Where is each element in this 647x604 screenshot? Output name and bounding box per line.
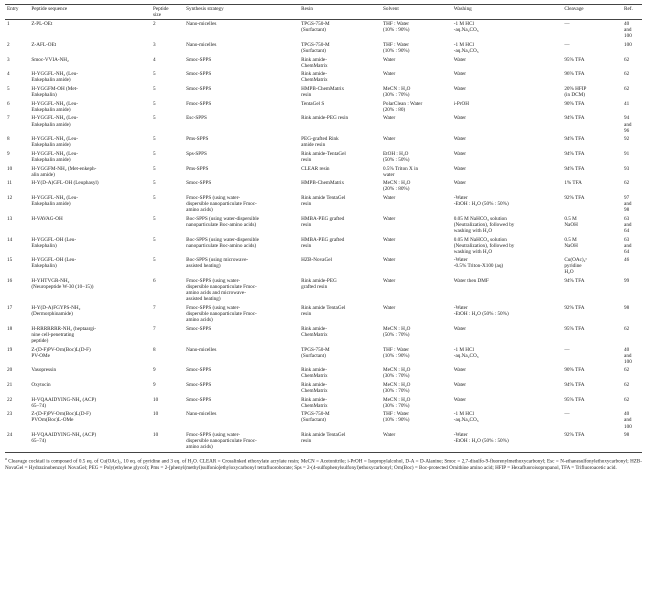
cell-ref: 62	[624, 56, 630, 63]
cell-peptide-size: 6	[152, 278, 156, 285]
cell-entry: 11	[7, 180, 12, 187]
cell-washing: -1 M HCl -aq.Na₂CO₃	[453, 21, 479, 34]
header-synthesis-strategy: Synthesis strategy	[184, 5, 299, 20]
cell-solvent: Water	[381, 431, 452, 452]
cell-entry: 21	[7, 381, 13, 388]
footnote-marker: a	[5, 455, 7, 461]
header-washing: Washing	[452, 5, 563, 20]
cell-entry: 7	[7, 115, 10, 122]
cell-peptide-size: 9	[152, 381, 156, 388]
cell-solvent: Water	[382, 136, 396, 143]
cell-entry: 18	[7, 325, 13, 332]
cell-entry: 14	[7, 236, 13, 243]
cell-peptide-sequence: H-RRRRRRR-NH₂ (heptaargi- nine cell-penetrating peptide)	[31, 325, 97, 344]
cell-resin: PEG-grafted Rink amide resin	[301, 136, 339, 149]
table-row	[5, 366, 642, 381]
cell-ref: 41	[624, 100, 630, 107]
cell-synthesis-strategy: Pms-SPPS	[186, 165, 209, 172]
cell-synthesis-strategy: Smoc-SPPS	[186, 381, 212, 388]
cell-ref: 91	[624, 150, 630, 157]
cell-peptide-size: 5	[152, 136, 156, 143]
cell-entry: 24	[5, 431, 29, 452]
cell-washing: Water	[453, 56, 466, 63]
cell-synthesis-strategy: Smoc-SPPS	[186, 325, 212, 332]
table-row	[5, 56, 642, 71]
cell-solvent: PolarClean : Water (20% : 80)	[382, 100, 423, 113]
cell-entry: 5	[7, 86, 10, 93]
table-row	[5, 410, 642, 431]
cell-peptide-sequence: H-YHTVGR-NH₂ (Neuropeptide W-30 (10–15))	[31, 278, 94, 291]
cell-peptide-size: 5	[152, 71, 156, 78]
cell-ref: 63 and 64	[624, 215, 632, 234]
cell-resin: HMPB-ChemMatrix resin	[301, 86, 345, 99]
cell-peptide-sequence: H-VAVAG-OH	[31, 215, 63, 222]
cell-ref: 94 and 96	[624, 115, 632, 134]
cell-ref: 62	[624, 381, 630, 388]
cell-ref: 100	[624, 41, 632, 48]
cell-synthesis-strategy: Fmoc-SPPS (using water- dispersible nanoparticulate Fmoc- amino acids)	[186, 304, 257, 324]
cell-synthesis-strategy: Fmoc-SPPS (using water- dispersible nanoparticulate Fmoc- amino acids)	[186, 194, 257, 214]
cell-washing: Water	[453, 150, 466, 157]
cell-ref: 40 and 100	[624, 21, 632, 40]
cell-ref: 62	[624, 86, 630, 93]
cell-peptide-size: 5	[152, 150, 156, 157]
cell-washing: -1 M HCl -aq.Na₂CO₃	[453, 411, 479, 424]
cell-solvent: Water	[382, 56, 396, 63]
cell-cleavage: 20% HFIP (in DCM)	[564, 86, 587, 99]
header-solvent: Solvent	[381, 5, 452, 20]
cell-washing: Water	[453, 381, 466, 388]
cell-peptide-sequence: Smoc-VVIA-NH₂	[31, 56, 69, 63]
table-body	[5, 20, 642, 453]
cell-cleavage: Cu(OAc)₂ᵃ pyridine H₂O	[564, 257, 587, 276]
header-peptide-size: Peptide size	[151, 5, 184, 20]
cell-entry: 20	[7, 367, 13, 374]
cell-washing: Water	[453, 115, 466, 122]
cell-peptide-sequence: H-YGGFM-NH₂ (Met-enkeph- alin amide)	[31, 165, 97, 178]
cell-peptide-sequence: Z-(D-F)PV-Orn(Boc)L(D-F) PV-OMe	[31, 346, 91, 359]
cell-peptide-size: 5	[152, 86, 156, 93]
cell-resin: Rink amide-PEG resin	[301, 115, 349, 122]
cell-resin: TPGS-750-M (Surfactant)	[301, 346, 330, 359]
cell-washing: Water	[453, 367, 466, 374]
cell-synthesis-strategy: Smoc-SPPS	[186, 396, 212, 403]
table-row	[5, 325, 642, 346]
cell-peptide-size: 5	[152, 215, 156, 222]
cell-washing: i-PrOH	[453, 100, 470, 107]
cell-ref: 62	[624, 180, 630, 187]
cell-cleavage: 0.5 M NaOH	[564, 236, 578, 249]
cell-resin: TPGS-750-M (Surfactant)	[301, 41, 330, 55]
cell-synthesis-strategy: Pms-SPPS	[186, 136, 209, 143]
header-resin: Resin	[299, 5, 381, 20]
cell-resin: HZB-NovaGel	[301, 257, 332, 264]
cell-ref: 93	[624, 165, 630, 172]
cell-peptide-sequence: H-YGGFL-OH (Leu- Enkephalin)	[31, 236, 77, 249]
cell-peptide-sequence: Oxytocin	[31, 381, 51, 388]
table-row	[5, 431, 642, 452]
cell-cleavage: 92% TFA	[564, 194, 585, 201]
cell-resin: Rink amide- ChemMatrix	[301, 71, 328, 84]
cell-ref: 62	[624, 367, 630, 374]
cell-peptide-size: 10	[152, 396, 159, 403]
table-row	[5, 20, 642, 41]
table-row	[5, 396, 642, 411]
cell-cleavage: 0.5 M NaOH	[564, 215, 578, 228]
cell-peptide-sequence: H-YGGFL-NH₂ (Leu- Enkephalin amide)	[31, 71, 78, 84]
cell-resin: Rink amide- ChemMatrix	[301, 381, 328, 395]
cell-resin: TPGS-750-M (Surfactant)	[301, 21, 330, 34]
table-row	[5, 194, 642, 215]
table-row	[5, 381, 642, 396]
cell-synthesis-strategy: Nano-micelles	[186, 346, 217, 353]
table-row	[5, 135, 642, 150]
cell-cleavage: 94% TFA	[564, 115, 585, 122]
cell-washing: Water	[453, 180, 466, 187]
cell-resin: HMBA-PEG grafted resin	[301, 215, 345, 228]
cell-synthesis-strategy: Boc-SPPS (using microwave- assisted heating)	[186, 257, 249, 270]
cell-peptide-sequence: H-VQAAIDYING-NH₂ (ACP) 65–74)	[29, 431, 151, 452]
cell-ref: 92	[624, 136, 630, 143]
cell-resin: Rink amide-TentaGel resin	[301, 150, 346, 163]
table-row	[5, 85, 642, 100]
cell-ref: 97 and 98	[624, 194, 632, 214]
header-ref: Ref.	[622, 5, 642, 20]
cell-resin: Rink amide- ChemMatrix	[301, 56, 328, 69]
cell-washing: 0.05 M NaHCO₃ solution (Neutralization), followed by washing with H₂O	[453, 215, 515, 234]
cell-cleavage: 95% TFA	[564, 56, 585, 63]
table-row	[5, 114, 642, 135]
cell-ref: 63 and 64	[624, 236, 632, 255]
cell-peptide-size: 5	[152, 194, 156, 201]
cell-solvent: THF : Water (10% : 90%)	[382, 41, 410, 55]
cell-cleavage: —	[564, 41, 570, 48]
table-row	[5, 41, 642, 56]
cell-cleavage: 94% TFA	[564, 165, 585, 172]
table-row	[5, 304, 642, 325]
cell-peptide-sequence: H-YGGFL-NH₂ (Leu- Enkephalin amide)	[31, 115, 78, 128]
cell-resin: Rink amide TentaGel resin	[301, 194, 346, 208]
table-row	[5, 346, 642, 367]
cell-synthesis-strategy: Smoc-SPPS	[186, 86, 212, 93]
cell-resin: Rink amide- ChemMatrix	[301, 396, 328, 409]
cell-peptide-sequence: H-Y(D-A)GFL-OH (Leuphasyl)	[31, 180, 99, 187]
cell-ref: 40 and 100	[624, 411, 632, 430]
footnote-text: Cleavage cocktail is composed of 0.5 eq. of Cu(OAc)₂, 10 eq. of pyridine and 3 eq. of H₂O. CLEAR = Crosslinked ethoxylate acrylate resin; MeCN = Acetonitrile; i-PrOH = Isopropylalcohol, D-A = D-Alanine; Smoc = 2,7-disulfo-9-fluorenylmethoxycarbonyl; Esc = N-ethanesulfonylethoxycarbonyl; HZB-NovaGel = Hydrazinobenzoyl NovaGel; PEG = Poly(ethylene glycol); Pms = 2-[phenyl(methyl)sulfonio]ethyloxycarbonyl tetrafluoroborate; Sps = 2-(4-sulfophenylsulfonyl)ethoxycarbonyl; Orn(Boc) = Boc-protected Ornithine amino acid; HFIP = Hexafluoroisopropanol, TFA = Trifluoroacetic acid.	[5, 458, 642, 471]
cell-washing: Water then DMF	[453, 278, 489, 285]
cell-solvent: Water	[382, 194, 396, 201]
cell-solvent: 0.5% Triton X in water	[382, 165, 419, 178]
cell-cleavage: —	[564, 411, 570, 418]
cell-entry: 17	[7, 304, 13, 311]
cell-peptide-sequence: H-VQAAIDYING-NH₂ (ACP) 65–74)	[31, 396, 97, 409]
cell-resin: Rink amide TentaGel resin	[301, 304, 346, 318]
cell-entry: 10	[7, 165, 13, 172]
cell-peptide-sequence: H-YGGFL-NH₂ (Leu- Enkephalin amide)	[31, 136, 78, 149]
table-row	[5, 150, 642, 165]
cell-washing: Water	[453, 71, 466, 78]
cell-synthesis-strategy: Nano-micelles	[186, 411, 217, 418]
table-row	[5, 179, 642, 194]
cell-ref: 98	[624, 304, 630, 311]
cell-entry: 2	[7, 41, 10, 48]
cell-washing: 0.05 M NaHCO₃ solution (Neutralization), followed by washing with H₂O	[453, 236, 515, 255]
cell-solvent: THF : Water (10% : 90%)	[382, 411, 410, 424]
cell-washing: Water	[453, 136, 466, 143]
cell-peptide-sequence: Z-PL-OEt	[31, 21, 53, 28]
cell-solvent: Water	[382, 278, 396, 285]
table-row	[5, 100, 642, 115]
table-row	[5, 215, 642, 236]
table-row	[5, 70, 642, 85]
cell-cleavage: 95% TFA	[564, 325, 585, 332]
cell-ref: 99	[624, 278, 630, 285]
cell-solvent: THF : Water (10% : 90%)	[382, 346, 410, 359]
cell-entry: 12	[7, 194, 13, 201]
cell-solvent: THF : Water (10% : 90%)	[382, 21, 410, 34]
cell-entry: 8	[7, 136, 10, 143]
cell-peptide-size: 5	[152, 165, 156, 172]
cell-solvent: MeCN : H₂O (30% : 70%)	[382, 396, 411, 409]
cell-cleavage: 90% TFA	[564, 367, 585, 374]
cell-ref: 40 and 100	[624, 346, 632, 365]
cell-entry: 22	[7, 396, 13, 403]
cell-resin: TPGS-750-M (Surfactant)	[301, 411, 330, 424]
peptide-synthesis-table	[5, 4, 642, 453]
cell-peptide-size: 3	[152, 41, 156, 48]
cell-peptide-size: 10	[151, 431, 184, 452]
cell-peptide-size: 5	[152, 180, 156, 187]
cell-cleavage: 90% TFA	[564, 100, 585, 107]
cell-solvent: MeCN : H₂O (30% : 70%)	[382, 367, 411, 380]
cell-cleavage: 94% TFA	[564, 136, 585, 143]
cell-synthesis-strategy: Boc-SPPS (using water-dispersible nanoparticulate Boc-amino acids)	[186, 215, 259, 228]
cell-cleavage: 96% TFA	[564, 71, 585, 78]
cell-resin: Rink amide- ChemMatrix	[301, 325, 328, 338]
cell-synthesis-strategy: Smoc-SPPS	[186, 56, 212, 63]
cell-solvent: Water	[382, 304, 396, 311]
cell-peptide-sequence: Z-AFL-OEt	[31, 41, 57, 48]
cell-cleavage: 94% TFA	[564, 150, 585, 157]
cell-entry: 3	[7, 56, 10, 63]
cell-synthesis-strategy: Fmoc-SPPS	[186, 100, 212, 107]
table-footnote	[5, 456, 642, 471]
cell-peptide-size: 9	[152, 367, 156, 374]
cell-peptide-sequence: H-YGGFL-NH₂ (Leu- Enkephalin amide)	[31, 194, 78, 208]
table-row	[5, 236, 642, 257]
cell-synthesis-strategy: Sps-SPPS	[186, 150, 207, 157]
cell-synthesis-strategy: Boc-SPPS (using water-dispersible nanoparticulate Boc-amino acids)	[186, 236, 259, 249]
cell-resin: Rink amide-PEG grafted resin	[301, 278, 337, 291]
cell-washing: Water	[453, 165, 466, 172]
cell-cleavage: 1% TFA	[564, 180, 582, 187]
cell-synthesis-strategy: Nano-micelles	[186, 21, 217, 28]
cell-entry: 9	[7, 150, 10, 157]
cell-solvent: MeCN : H₂O (50% : 70%)	[382, 325, 411, 338]
cell-washing: Water	[453, 396, 466, 403]
cell-washing: Water	[453, 325, 466, 332]
header-peptide-sequence: Peptide sequence	[29, 5, 151, 20]
cell-synthesis-strategy: Smoc-SPPS	[186, 71, 212, 78]
cell-peptide-size: 5	[152, 100, 156, 107]
cell-washing: -Water -EtOH : H₂O (50% : 50%)	[453, 304, 509, 318]
cell-entry: 4	[7, 71, 10, 78]
cell-solvent: MeCN : H₂O (30% : 70%)	[382, 86, 411, 99]
cell-resin: Rink amide- ChemMatrix	[301, 367, 328, 380]
cell-peptide-sequence: Vasopressin	[31, 367, 57, 374]
cell-solvent: EtOH : H₂O (50% : 50%)	[382, 150, 410, 163]
cell-solvent: Water	[382, 71, 396, 78]
cell-resin: Rink amide TentaGel resin	[299, 431, 381, 452]
cell-washing: -Water -EtOH : H₂O (50% : 50%)	[452, 431, 563, 452]
cell-solvent: Water	[382, 257, 396, 264]
cell-peptide-size: 5	[152, 115, 156, 122]
cell-washing: -1 M HCl -aq.Na₂CO₃	[453, 346, 479, 359]
cell-cleavage: —	[564, 346, 570, 353]
cell-synthesis-strategy: Smoc-SPPS	[186, 367, 212, 374]
cell-entry: 19	[7, 346, 13, 353]
cell-peptide-sequence: H-YGGFL-NH₂ (Leu- Enkephalin amide)	[31, 100, 78, 113]
cell-resin: HMBA-PEG grafted resin	[301, 236, 345, 249]
cell-washing: -1 M HCl -aq.Na₂CO₃	[453, 41, 479, 55]
cell-resin: HMPB-ChemMatrix	[301, 180, 345, 187]
cell-peptide-size: 7	[152, 325, 156, 332]
cell-peptide-size: 7	[152, 304, 156, 311]
cell-ref: 98	[622, 431, 642, 452]
header-cleavage: Cleavage	[562, 5, 622, 20]
cell-entry: 15	[7, 257, 13, 264]
cell-ref: 62	[624, 396, 630, 403]
cell-solvent: Water	[382, 215, 396, 222]
cell-ref: 46	[624, 257, 630, 264]
cell-synthesis-strategy: Nano-micelles	[186, 41, 217, 48]
cell-resin: CLEAR resin	[301, 165, 330, 172]
cell-synthesis-strategy: Fmoc-SPPS (using water- dispersible nanoparticulate Fmoc- amino acids and microwave- assisted heating)	[186, 278, 257, 303]
cell-synthesis-strategy: Smoc-SPPS	[186, 180, 212, 187]
cell-peptide-size: 2	[152, 21, 156, 28]
cell-peptide-size: 8	[152, 346, 156, 353]
cell-cleavage: 92% TFA	[562, 431, 622, 452]
cell-peptide-size: 5	[152, 257, 156, 264]
cell-ref: 62	[624, 71, 630, 78]
cell-cleavage: 92% TFA	[564, 304, 585, 311]
cell-cleavage: 95% TFA	[564, 396, 585, 403]
table-row	[5, 277, 642, 304]
table-header-row	[5, 5, 642, 20]
cell-peptide-sequence: H-Y(D-A)FGYPS-NH₂ (Dermorphinamide)	[31, 304, 81, 318]
cell-solvent: MeCN : H₂O (30% : 70%)	[382, 381, 411, 395]
cell-peptide-sequence: Z-(D-F)PV-Orn(Boc)L(D-F) PVOrn(Boc)L-OMe	[31, 411, 91, 424]
cell-cleavage: 94% TFA	[564, 381, 585, 388]
cell-peptide-size: 4	[152, 56, 156, 63]
table-row	[5, 256, 642, 277]
cell-solvent: Water	[382, 115, 396, 122]
cell-entry: 13	[7, 215, 13, 222]
cell-cleavage: 94% TFA	[564, 278, 585, 285]
cell-peptide-sequence: H-YGGFM-OH (Met- Enkephalin)	[31, 86, 78, 99]
cell-peptide-size: 5	[152, 236, 156, 243]
cell-synthesis-strategy: Fmoc-SPPS (using water- dispersible nanoparticulate Fmoc- amino acids)	[184, 431, 299, 452]
cell-peptide-sequence: H-YGGFL-OH (Leu- Enkephalin)	[31, 257, 77, 270]
cell-entry: 1	[7, 21, 10, 28]
cell-entry: 6	[7, 100, 10, 107]
cell-entry: 23	[7, 411, 13, 418]
header-entry: Entry	[5, 5, 29, 20]
cell-ref: 62	[624, 325, 630, 332]
cell-washing: Water	[453, 86, 466, 93]
cell-peptide-size: 10	[152, 411, 159, 418]
cell-washing: -Water -EtOH : H₂O (50% : 50%)	[453, 194, 509, 208]
cell-entry: 16	[7, 278, 13, 285]
table-row	[5, 165, 642, 180]
cell-solvent: Water	[382, 236, 396, 243]
cell-washing: -Water -0.5% Triton-X100 (aq)	[453, 257, 504, 270]
cell-synthesis-strategy: Esc-SPPS	[186, 115, 207, 122]
cell-resin: TentaGel S	[301, 100, 325, 107]
cell-cleavage: —	[564, 21, 570, 28]
cell-peptide-sequence: H-YGGFL-NH₂ (Leu- Enkephalin amide)	[31, 150, 78, 163]
cell-solvent: MeCN : H₂O (20% : 80%)	[382, 180, 411, 193]
